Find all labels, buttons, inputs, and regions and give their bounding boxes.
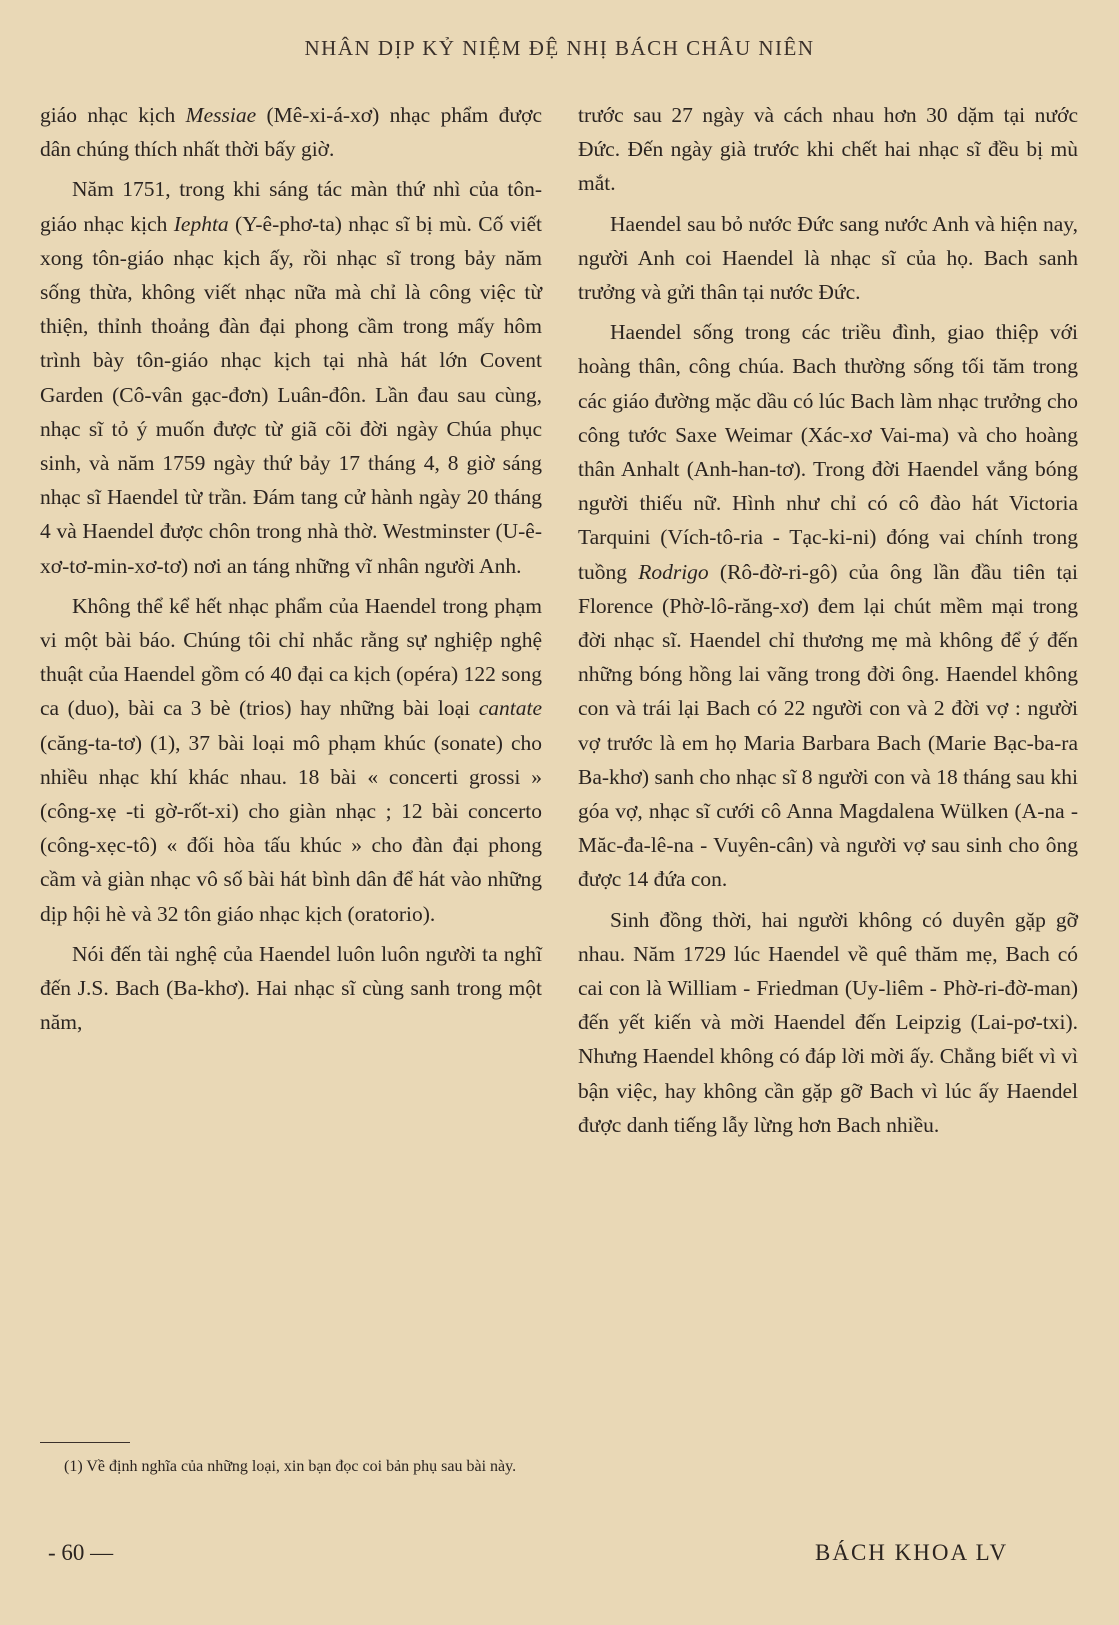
paragraph: Haendel sau bỏ nước Đức sang nước Anh và hiện nay, người Anh coi Haendel là nhạc sĩ của họ. Bach sanh trưởng và gửi thân tại nước Đức. xyxy=(578,211,1078,305)
italic-term: cantate xyxy=(478,696,542,721)
italic-title: Iephta xyxy=(173,211,229,236)
magazine-name: BÁCH KHOA LV xyxy=(815,1540,1009,1565)
page-header: NHÂN DỊP KỶ NIỆM ĐỆ NHỊ BÁCH CHÂU NIÊN xyxy=(304,36,815,60)
paragraph: trước sau 27 ngày và cách nhau hơn 30 dặm tại nước Đức. Đến ngày già trước khi chết hai nhạc sĩ đều bị mù mắt. xyxy=(578,103,1078,196)
page-number: - 60 — xyxy=(48,1540,114,1565)
paragraph: Nói đến tài nghệ của Haendel luôn luôn người ta nghĩ đến J.S. Bach (Ba-khơ). Hai nhạc sĩ cùng sanh trong một năm, xyxy=(40,941,542,1035)
italic-title: Rodrigo xyxy=(638,559,709,584)
paragraph: Không thể kể hết nhạc phẩm của Haendel trong phạm vi một bài báo. Chúng tôi chỉ nhắc rằng sự nghiệp nghệ thuật của Haendel gồm có 40 đại ca kịch (opéra) 122 song ca (duo), bài ca 3 bè (trios) hay những bài loại cantate (căng-ta-tơ) (1), 37 bài loại mô phạm khúc (sonate) cho nhiều nhạc khí khác nhau. 18 bài « concerti grossi » (công-xẹ -ti gờ-rốt-xi) cho giàn nhạc ; 12 bài concerto (công-xẹc-tô) « đối hòa tấu khúc » cho đàn đại phong cầm và giàn nhạc vô số bài hát bình dân để hát vào những dịp hội hè và 32 tôn giáo nhạc kịch (oratorio). xyxy=(40,593,542,926)
paragraph: Năm 1751, trong khi sáng tác màn thứ nhì của tôn-giáo nhạc kịch Iephta (Y-ê-phơ-ta) nhạc sĩ bị mù. Cố viết xong tôn-giáo nhạc kịch ấy, rồi nhạc sĩ trong bảy năm sống thừa, không viết nhạc nữa mà chỉ là công việc từ thiện, thỉnh thoảng đàn đại phong cầm trong mấy hôm trình bày tôn-giáo nhạc kịch tại nhà hát lớn Covent Garden (Cô-vân gạc-đơn) Luân-đôn. Lần đau sau cùng, nhạc sĩ tỏ ý muốn được từ giã cõi đời ngày Chúa phục sinh, và năm 1759 ngày thứ bảy 17 tháng 4, 8 giờ sáng nhạc sĩ Haendel từ trần. Đám tang cử hành ngày 20 tháng 4 và Haendel được chôn trong nhà thờ. Westminster (U-ê-xơ-tơ-min-xơ-tơ) nơi an táng những vĩ nhân người Anh. xyxy=(40,177,542,578)
italic-title: Messiae xyxy=(185,103,257,127)
paragraph: giáo nhạc kịch Messiae (Mê-xi-á-xơ) nhạc phẩm được dân chúng thích nhất thời bấy giờ. xyxy=(40,103,542,162)
right-column xyxy=(578,98,1078,1142)
paragraph: Sinh đồng thời, hai người không có duyên gặp gỡ nhau. Năm 1729 lúc Haendel về quê thăm mẹ, Bach có cai con là William - Friedman (Uy-liêm - Phờ-ri-đờ-man) đến yết kiến và mời Haendel đến Leipzig (Lai-pơ-txi). Nhưng Haendel không có đáp lời mời ấy. Chẳng biết vì vì bận việc, hay không cần gặp gỡ Bach vì lúc ấy Haendel được danh tiếng lẫy lừng hơn Bach nhiều. xyxy=(578,907,1078,1137)
left-column xyxy=(40,98,542,1039)
footnote: (1) Về định nghĩa của những loại, xin bạn đọc coi bản phụ sau bài này. xyxy=(64,1458,517,1475)
footnote-divider xyxy=(40,1442,130,1443)
paragraph: Haendel sống trong các triều đình, giao thiệp với hoàng thân, công chúa. Bach thường sống tối tăm trong các giáo đường mặc dầu có lúc Bach làm nhạc trưởng cho công tước Saxe Weimar (Xác-xơ Vai-ma) và cho hoàng thân Anhalt (Anh-han-tơ). Trong đời Haendel vắng bóng người thiếu nữ. Hình như chỉ có cô đào hát Victoria Tarquini (Vích-tô-ria - Tạc-ki-ni) đóng vai chính trong tuồng Rodrigo (Rô-đờ-ri-gô) của ông lần đầu tiên tại Florence (Phờ-lô-răng-xơ) đem lại chút mềm mại trong đời nhạc sĩ. Haendel chỉ thương mẹ mà không để ý đến những bóng hồng lai vãng trong đời ông. Haendel không con và trái lại Bach có 22 người con và 2 đời vợ : người vợ trước là em họ Maria Barbara Bach (Marie Bạc-ba-ra Ba-khơ) sanh cho nhạc sĩ 8 người con và 18 tháng sau khi góa vợ, nhạc sĩ cưới cô Anna Magdalena Wülken (A-na - Măc-đa-lê-na - Vuyên-cân) và người vợ sau sinh cho ông được 14 đứa con. xyxy=(578,320,1078,892)
